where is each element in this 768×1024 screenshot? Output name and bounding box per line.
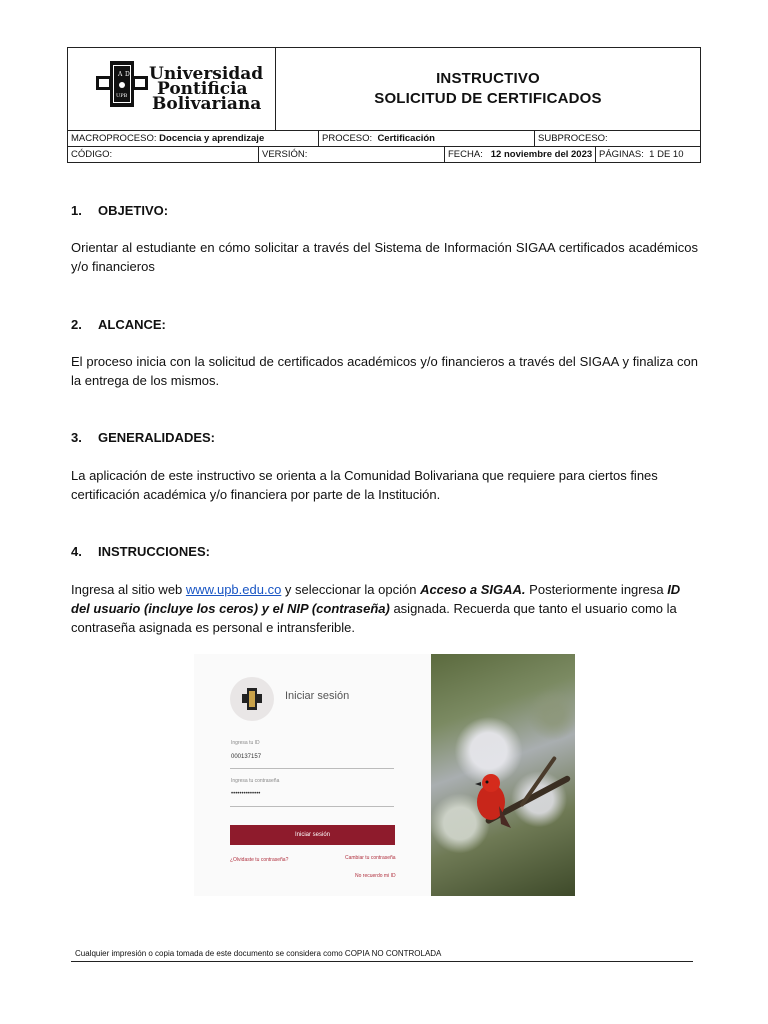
- title-cell: [276, 48, 700, 130]
- upb-seal-small-icon: [230, 677, 274, 721]
- codigo-cell: CÓDIGO:: [71, 149, 113, 160]
- footer-disclaimer: Cualquier impresión o copia tomada de este documento se considera como COPIA NO CONTROLADA: [75, 949, 442, 958]
- header-row-code: [68, 147, 700, 163]
- doc-type-title: INSTRUCTIVO: [436, 70, 540, 87]
- login-id-label: Ingresa tu ID: [231, 740, 260, 746]
- section-text-generalidades: La aplicación de este instructivo se orienta a la Comunidad Bolivariana que requiere para ciertos fines certificación académica y/o financiera por parte de la Institución.: [71, 468, 658, 502]
- section-heading-alcance: 2. ALCANCE:: [71, 317, 166, 332]
- forgot-password-link[interactable]: ¿Olvidaste tu contraseña?: [230, 857, 289, 863]
- svg-text:A: A: [118, 71, 123, 78]
- footer-rule: [71, 961, 693, 962]
- header-row-process: [68, 131, 700, 147]
- section-heading-objetivo: 1. OBJETIVO:: [71, 203, 169, 218]
- fecha-cell: FECHA: 12 noviembre del 2023: [444, 147, 595, 163]
- university-name-logo: Universidad Pontificia Bolivariana: [149, 64, 264, 114]
- proceso-cell: PROCESO: Certificación: [318, 131, 534, 147]
- section-text-objetivo: Orientar al estudiante en cómo solicitar a través del Sistema de Información SIGAA certificados académicos y/o financieros: [71, 240, 698, 274]
- proceso-value: Certificación: [377, 133, 435, 144]
- svg-text:D: D: [125, 71, 130, 78]
- section-heading-generalidades: 3. GENERALIDADES:: [71, 430, 216, 445]
- subproceso-cell: SUBPROCESO:: [534, 131, 700, 147]
- version-cell: VERSIÓN:: [258, 147, 444, 163]
- svg-text:UPB: UPB: [116, 93, 128, 99]
- login-title: Iniciar sesión: [285, 690, 350, 702]
- login-submit-button[interactable]: Iniciar sesión: [230, 825, 395, 845]
- section-text-alcance: El proceso inicia con la solicitud de certificados académicos y/o financieros a través del SIGAA y finaliza con la entrega de los mismos.: [71, 354, 698, 388]
- login-password-label: Ingresa tu contraseña: [231, 778, 280, 784]
- paginas-value: 1 DE 10: [649, 149, 684, 160]
- login-panel: [194, 654, 431, 896]
- forgot-id-link[interactable]: No recuerdo mi ID: [355, 873, 396, 879]
- macroproceso-value: Docencia y aprendizaje: [159, 133, 265, 144]
- upb-website-link[interactable]: www.upb.edu.co: [185, 582, 282, 597]
- bird-photo: [431, 654, 575, 896]
- doc-title: SOLICITUD DE CERTIFICADOS: [374, 90, 602, 107]
- fecha-value: 12 noviembre del 2023: [490, 149, 593, 160]
- red-bird-icon: [471, 772, 515, 832]
- login-screenshot-figure: [194, 654, 575, 896]
- login-logo-avatar: [230, 677, 274, 721]
- paginas-cell: PÁGINAS: 1 DE 10: [595, 147, 700, 163]
- section-heading-instrucciones: 4. INSTRUCCIONES:: [71, 544, 210, 559]
- login-password-input[interactable]: ••••••••••••••: [231, 791, 261, 797]
- change-password-link[interactable]: Cambiar tu contraseña: [345, 855, 396, 861]
- login-id-input[interactable]: 000137157: [231, 754, 262, 760]
- macroproceso-cell: MACROPROCESO: Docencia y aprendizaje: [71, 133, 265, 144]
- section-text-instrucciones: Ingresa al sitio web www.upb.edu.co y seleccionar la opción Acceso a SIGAA. Posteriormente ingresa ID del usuario (incluye los ceros) y el NIP (contraseña) asignada. Recuerda que tanto el usuario como la contraseña asignada es personal e intransferible.: [71, 582, 681, 635]
- upb-seal-icon: [96, 61, 148, 107]
